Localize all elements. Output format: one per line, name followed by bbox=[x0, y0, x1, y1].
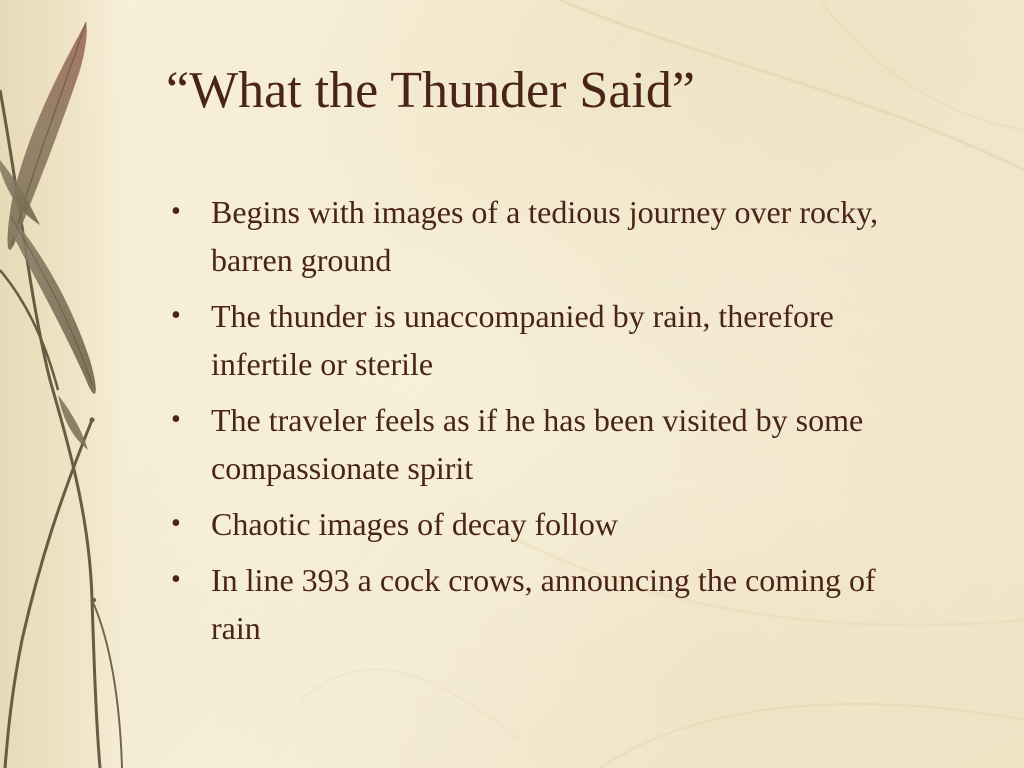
bullet-marker: • bbox=[171, 300, 181, 331]
bullet-item-journey bbox=[165, 188, 925, 284]
bullet-item-cock-crows bbox=[165, 556, 925, 652]
slide-title: “What the Thunder Said” bbox=[166, 62, 695, 119]
bullet-marker: • bbox=[171, 404, 181, 435]
bullet-marker: • bbox=[171, 196, 181, 227]
bullet-text: Chaotic images of decay follow bbox=[211, 506, 618, 542]
bullet-item-thunder bbox=[165, 292, 925, 388]
dried-leaf-branch-image bbox=[0, 0, 190, 768]
bullet-text: Begins with images of a tedious journey over rocky, barren ground bbox=[211, 194, 879, 278]
bullet-text: In line 393 a cock crows, announcing the coming of rain bbox=[211, 562, 876, 646]
bullet-text: The thunder is unaccompanied by rain, therefore infertile or sterile bbox=[211, 298, 834, 382]
bullet-item-decay bbox=[165, 500, 925, 548]
bullet-text: The traveler feels as if he has been visited by some compassionate spirit bbox=[211, 402, 864, 486]
bullet-item-traveler bbox=[165, 396, 925, 492]
bullet-marker: • bbox=[171, 564, 181, 595]
bullet-list bbox=[165, 188, 925, 660]
bullet-marker: • bbox=[171, 508, 181, 539]
